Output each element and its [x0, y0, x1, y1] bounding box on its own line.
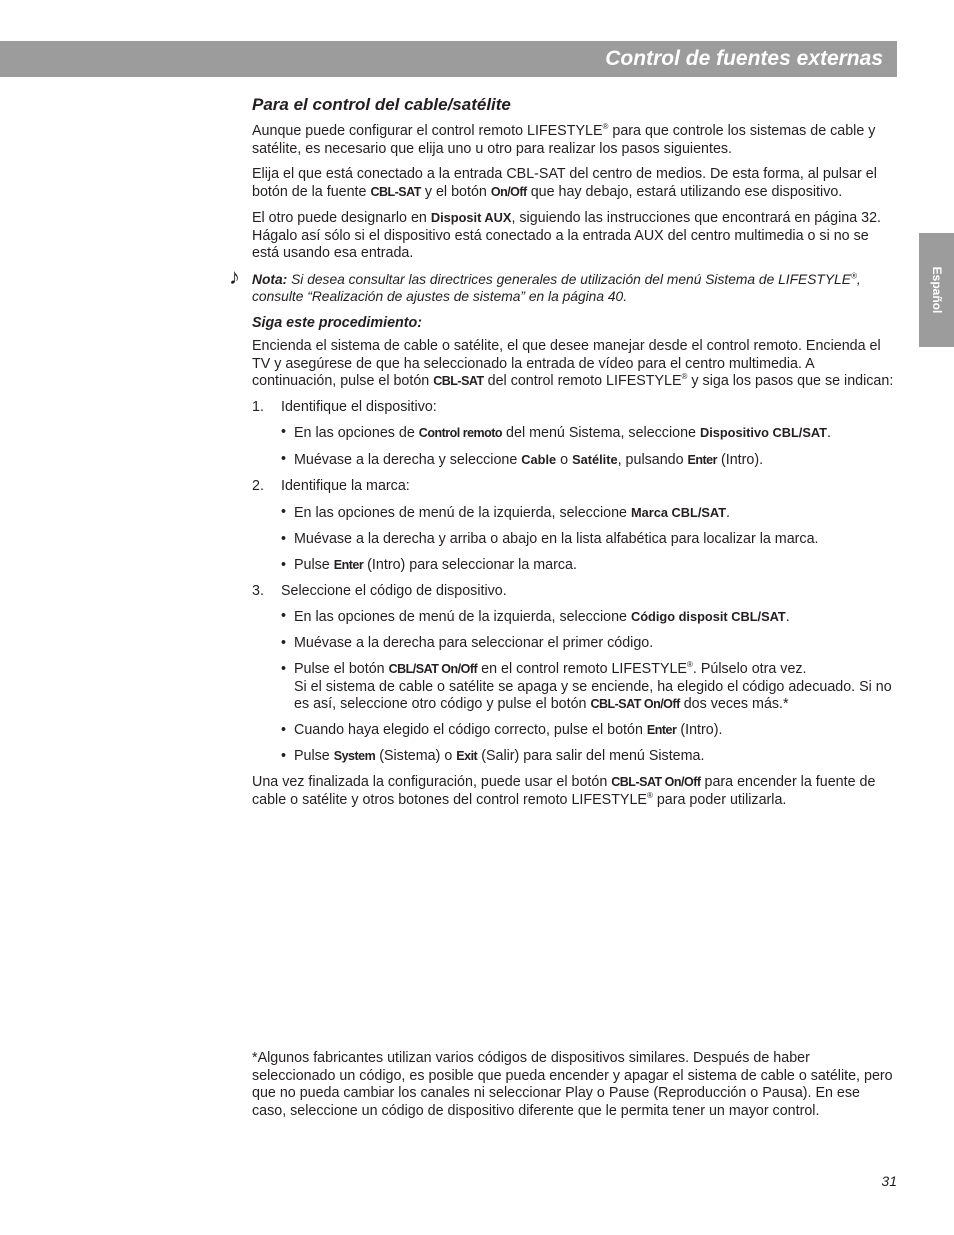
- list-item: • Pulse el botón CBL/SAT On/Off en el control remoto LIFESTYLE®. Púlselo otra vez. Si el sistema de cable o satélite se apaga y se enciende, ha elegido el código adecuado. Si no es así, seleccione otro código y pulse el botón CBL-SAT On/Off dos veces más.*: [281, 660, 892, 712]
- button-ref-system: System: [333, 749, 376, 763]
- music-note-icon: ♪: [229, 263, 240, 289]
- language-tab-label: Español: [929, 266, 944, 314]
- list-item: • En las opciones de menú de la izquierda, seleccione Código disposit CBL/SAT.: [281, 608, 790, 625]
- footnote: *Algunos fabricantes utilizan varios códigos de dispositivos similares. Después de haber seleccionado un código, es posible que pueda encender y apagar el sistema de cable o satélite, pero que no pueda cambiar los canales ni seleccionar Play o Pause (Reproducción o Pausa). En ese caso, seleccione un código de dispositivo diferente que le permita tener un mayor control.: [252, 1050, 893, 1119]
- paragraph-final: Una vez finalizada la configuración, puede usar el botón CBL-SAT On/Off para encender la fuente de cable o satélite y otros botones del control remoto LIFESTYLE® para poder utilizarla.: [252, 774, 876, 808]
- menu-ref-dispositivo: Dispositivo CBL/SAT: [699, 425, 827, 440]
- list-item: • Muévase a la derecha y arriba o abajo en la lista alfabética para localizar la marca.: [281, 530, 819, 547]
- note: ♪ Nota: Si desea consultar las directrices generales de utilización del menú Sistema de LIFESTYLE®, consulte “Realización de ajustes de sistema” en la página 40.: [229, 263, 861, 304]
- button-ref-cbl-sat-on-off: CBL-SAT On/Off: [611, 775, 701, 789]
- menu-ref-disposit-aux: Disposit AUX: [430, 210, 512, 225]
- page-number: 31: [881, 1173, 897, 1189]
- list-item: • Muévase a la derecha y seleccione Cable o Satélite, pulsando Enter (Intro).: [281, 451, 764, 468]
- paragraph-choose: Elija el que está conectado a la entrada CBL-SAT del centro de medios. De esta forma, al pulsar el botón de la fuente CBL-SAT y el botón On/Off que hay debajo, estará utilizando ese dispositivo.: [252, 166, 877, 200]
- paragraph-aux: El otro puede designarlo en Disposit AUX, siguiendo las instrucciones que encontrará en página 32. Hágalo así sólo si el dispositivo está conectado a la entrada AUX del centro multimedia o si no se está usando esa entrada.: [252, 210, 882, 261]
- paragraph-intro: Aunque puede configurar el control remoto LIFESTYLE® para que controle los sistemas de cable y satélite, es necesario que elija uno u otro para realizar los pasos siguientes.: [252, 122, 876, 157]
- list-item: • Pulse Enter (Intro) para seleccionar la marca.: [281, 556, 577, 573]
- procedure-heading: Siga este procedimiento:: [252, 314, 423, 331]
- note-label: Nota:: [252, 271, 288, 287]
- step-1: 1. Identifique el dispositivo:: [252, 398, 437, 415]
- list-item: • En las opciones de Control remoto del menú Sistema, seleccione Dispositivo CBL/SAT.: [281, 424, 831, 441]
- button-ref-enter: Enter: [646, 723, 677, 737]
- button-ref-cbl-sat: CBL-SAT: [433, 374, 484, 388]
- list-item: • En las opciones de menú de la izquierda, seleccione Marca CBL/SAT.: [281, 503, 731, 521]
- page-title: Control de fuentes externas: [605, 47, 883, 70]
- button-ref-enter: Enter: [687, 453, 717, 467]
- list-item: • Muévase a la derecha para seleccionar el primer código.: [281, 635, 654, 651]
- header-bar: [0, 41, 897, 77]
- button-ref-control-remoto: Control remoto: [418, 426, 503, 440]
- button-ref-enter: Enter: [333, 557, 364, 572]
- step-2: 2. Identifique la marca:: [252, 478, 410, 494]
- language-tab: [919, 233, 954, 347]
- paragraph-procedure: Encienda el sistema de cable o satélite, el que desee manejar desde el control remoto. Encienda el TV y asegúrese de que ha seleccionado la entrada de vídeo para el centro multimedia. A continuación, pulse el botón CBL-SAT del control remoto LIFESTYLE® y siga los pasos que se indican:: [252, 338, 894, 389]
- button-ref-cbl-sat-on-off: CBL-SAT On/Off: [590, 697, 680, 711]
- section-title: Para el control del cable/satélite: [252, 95, 511, 114]
- main-content: [229, 94, 897, 817]
- list-item: • Cuando haya elegido el código correcto, pulse el botón Enter (Intro).: [281, 722, 723, 738]
- button-ref-exit: Exit: [456, 749, 478, 763]
- step-3: 3. Seleccione el código de dispositivo.: [252, 582, 507, 599]
- button-ref-cbl-sat-on-off: CBL/SAT On/Off: [388, 662, 478, 676]
- button-ref-cbl-sat: CBL-SAT: [370, 184, 421, 199]
- button-ref-on-off: On/Off: [490, 184, 527, 199]
- list-item: • Pulse System (Sistema) o Exit (Salir) para salir del menú Sistema.: [281, 748, 705, 764]
